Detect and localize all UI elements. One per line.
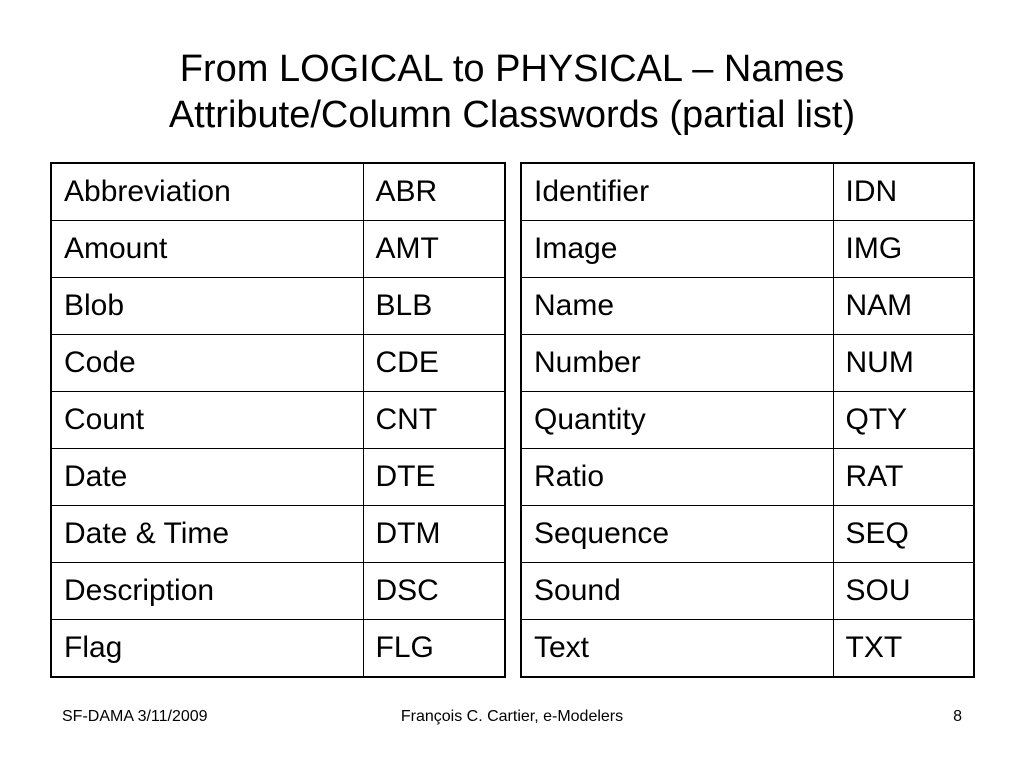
classword-name: Quantity [521,392,833,449]
classword-code: SOU [833,563,974,620]
table-row [51,620,505,678]
classwords-table-left [50,162,506,678]
table-row [521,506,974,563]
table-row [51,163,505,221]
slide-title [0,46,1024,138]
table-row [521,449,974,506]
table-row [521,163,974,221]
classword-name: Image [521,221,833,278]
classword-name: Ratio [521,449,833,506]
classword-code: DTE [363,449,505,506]
table-row [521,620,974,678]
classword-code: DSC [363,563,505,620]
classword-name: Flag [51,620,363,678]
classword-name: Code [51,335,363,392]
table-row [51,278,505,335]
classword-name: Blob [51,278,363,335]
classword-name: Sound [521,563,833,620]
classword-name: Abbreviation [51,163,363,221]
classwords-table-right [520,162,975,678]
classword-code: ABR [363,163,505,221]
classword-name: Date [51,449,363,506]
table-row [521,335,974,392]
table-row [51,449,505,506]
classword-code: IMG [833,221,974,278]
page-number: 8 [953,708,962,725]
table-row [521,221,974,278]
classword-name: Identifier [521,163,833,221]
classword-name: Number [521,335,833,392]
table-row [51,221,505,278]
classword-code: RAT [833,449,974,506]
classword-code: SEQ [833,506,974,563]
classword-name: Sequence [521,506,833,563]
classword-name: Date & Time [51,506,363,563]
classword-code: NUM [833,335,974,392]
table-row [51,392,505,449]
classword-code: FLG [363,620,505,678]
classword-code: BLB [363,278,505,335]
table-row [51,335,505,392]
table-row [51,506,505,563]
footer-date: SF-DAMA 3/11/2009 [62,708,208,725]
slide-title-line-1: From LOGICAL to PHYSICAL – Names [179,48,845,90]
classword-code: CDE [363,335,505,392]
classword-name: Name [521,278,833,335]
table-row [521,392,974,449]
footer-author: François C. Cartier, e-Modelers [400,708,624,725]
classword-code: QTY [833,392,974,449]
classword-name: Count [51,392,363,449]
classword-code: TXT [833,620,974,678]
slide-title-line-2: Attribute/Column Classwords (partial list) [168,94,856,136]
classword-code: DTM [363,506,505,563]
classword-code: CNT [363,392,505,449]
classword-code: IDN [833,163,974,221]
classword-code: NAM [833,278,974,335]
classword-name: Description [51,563,363,620]
classword-code: AMT [363,221,505,278]
classword-name: Amount [51,221,363,278]
classword-name: Text [521,620,833,678]
table-row [521,278,974,335]
table-row [521,563,974,620]
table-row [51,563,505,620]
